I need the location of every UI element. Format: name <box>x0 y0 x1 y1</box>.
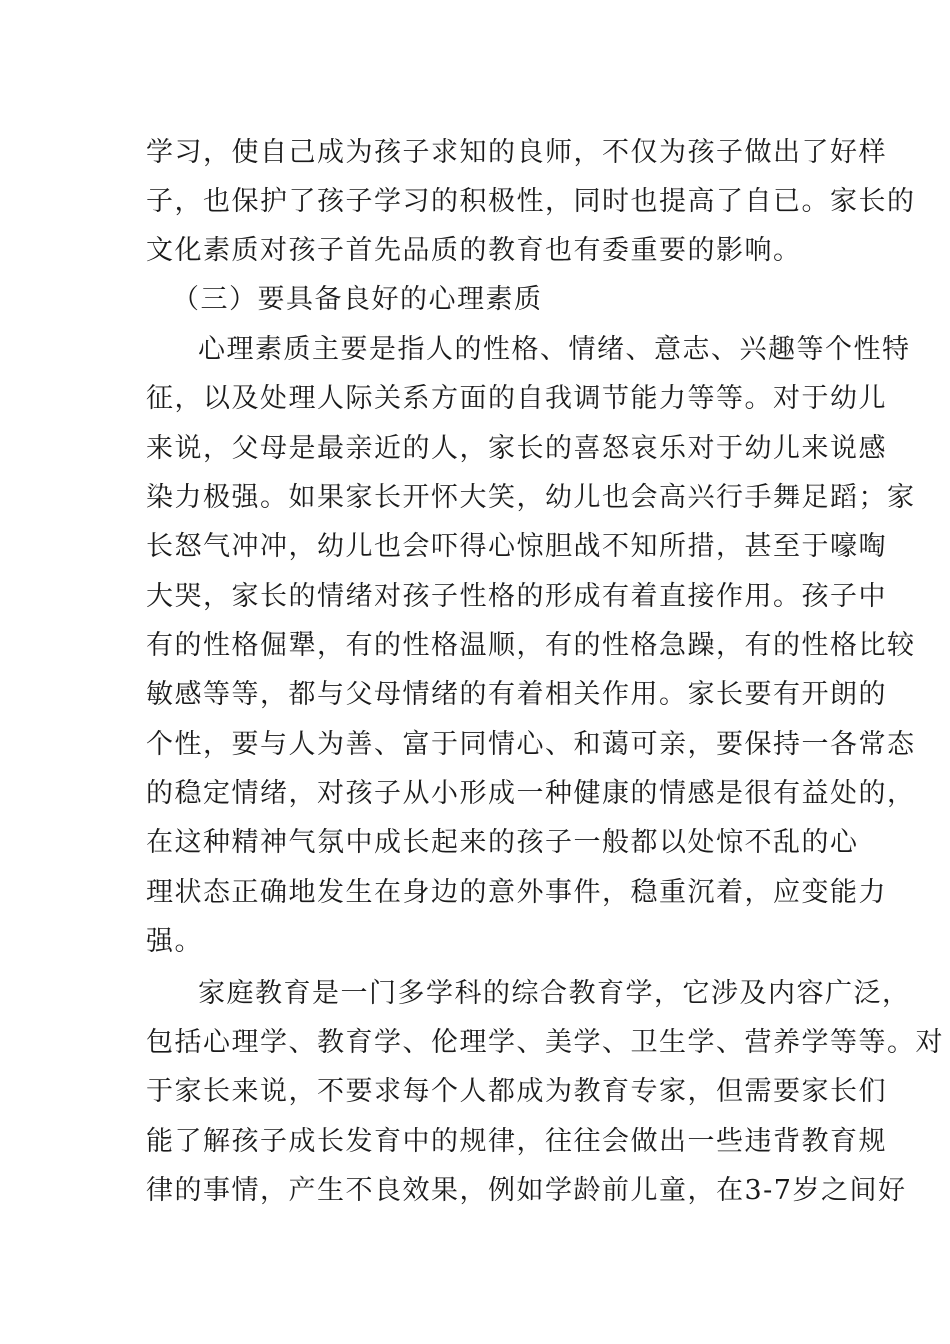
paragraph-line: 个性，要与人为善、富于同情心、和蔼可亲，要保持一各常态 <box>146 729 916 760</box>
paragraph-line: 律的事情，产生不良效果，例如学龄前儿童，在3-7岁之间好 <box>146 1175 907 1206</box>
paragraph-line: 的稳定情绪，对孩子从小形成一种健康的情感是很有益处的， <box>146 778 916 809</box>
paragraph-line: 理状态正确地发生在身边的意外事件，稳重沉着，应变能力 <box>146 877 887 908</box>
paragraph-line: 长怒气冲冲，幼儿也会吓得心惊胆战不知所措，甚至于嚎啕 <box>146 531 887 562</box>
paragraph-line: 染力极强。如果家长开怀大笑，幼儿也会高兴行手舞足蹈；家 <box>146 482 916 513</box>
paragraph-line: 强。 <box>146 926 203 957</box>
paragraph-line: 在这种精神气氛中成长起来的孩子一般都以处惊不乱的心 <box>146 827 859 858</box>
paragraph-line: 来说，父母是最亲近的人，家长的喜怒哀乐对于幼儿来说感 <box>146 433 887 464</box>
paragraph-line: 心理素质主要是指人的性格、情绪、意志、兴趣等个性特 <box>198 334 911 365</box>
paragraph-line: 能了解孩子成长发育中的规律，往往会做出一些违背教育规 <box>146 1126 887 1157</box>
paragraph-line: 有的性格倔犟，有的性格温顺，有的性格急躁，有的性格比较 <box>146 630 916 661</box>
section-heading: （三）要具备良好的心理素质 <box>172 284 543 315</box>
paragraph-line: 敏感等等，都与父母情绪的有着相关作用。家长要有开朗的 <box>146 679 887 710</box>
paragraph-line: 学习，使自己成为孩子求知的良师，不仅为孩子做出了好样 <box>146 137 887 168</box>
paragraph-line: 征，以及处理人际关系方面的自我调节能力等等。对于幼儿 <box>146 383 887 414</box>
paragraph-line: 子，也保护了孩子学习的积极性，同时也提高了自已。家长的 <box>146 186 916 217</box>
paragraph-line: 包括心理学、教育学、伦理学、美学、卫生学、营养学等等。对 <box>146 1027 944 1058</box>
paragraph-line: 家庭教育是一门多学科的综合教育学，它涉及内容广泛， <box>198 978 911 1009</box>
paragraph-line: 大哭，家长的情绪对孩子性格的形成有着直接作用。孩子中 <box>146 581 887 612</box>
paragraph-line: 文化素质对孩子首先品质的教育也有委重要的影响。 <box>146 235 802 266</box>
paragraph-line: 于家长来说，不要求每个人都成为教育专家，但需要家长们 <box>146 1076 887 1107</box>
